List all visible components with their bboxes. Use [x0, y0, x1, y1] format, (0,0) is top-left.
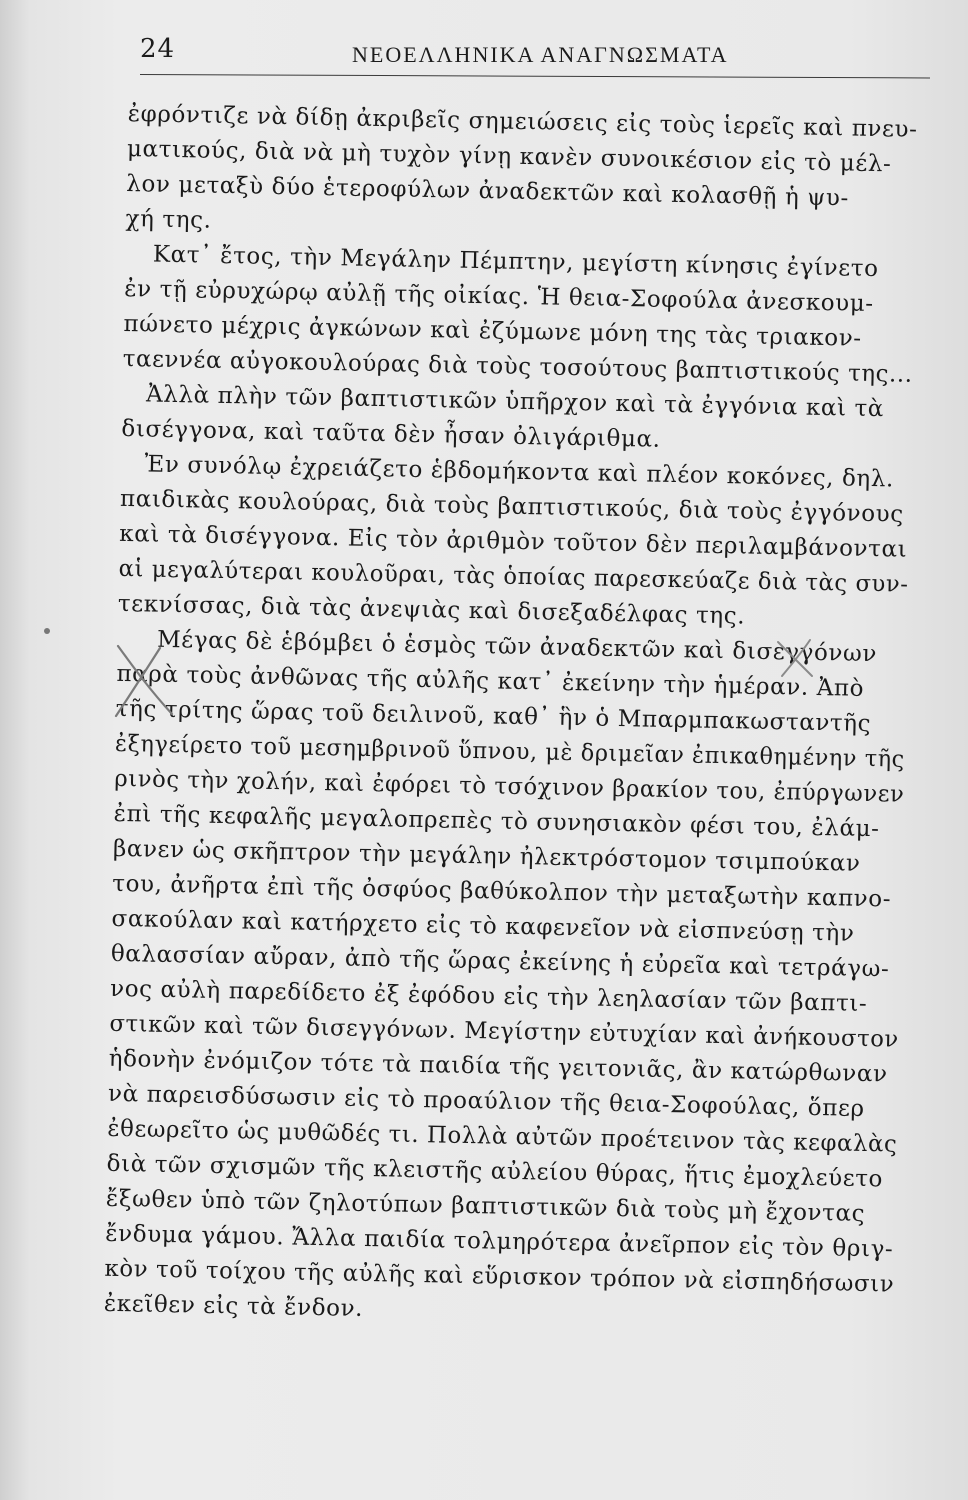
text-line: πώνετο μέχρις ἀγκώνων καὶ ἐζύμωνε μόνη της τὰς τριακον-: [123, 310, 862, 352]
text-line: τεκνίσσας, διὰ τὰς ἀνεψιὰς καὶ δισεξαδέλφας της.: [117, 590, 746, 630]
text-line: σακούλαν καὶ κατήρχετο εἰς τὸ καφενεῖον νὰ εἰσπνεύσῃ τὴν: [111, 905, 855, 947]
text-line: ἔνδυμα γάμου. Ἄλλα παιδία τολμηρότερα ἀνεῖρπον εἰς τὸν θριγ-: [104, 1220, 894, 1263]
text-line: λον μεταξὺ δύο ἑτεροφύλων ἀναδεκτῶν καὶ κολασθῇ ἡ ψυ-: [126, 170, 850, 212]
page-header: [140, 32, 940, 72]
body-text: [103, 100, 948, 1322]
text-line: ἔξωθεν ὑπὸ τῶν ζηλοτύπων βαπτιστικῶν διὰ τοὺς μὴ ἔχοντας: [105, 1185, 866, 1228]
text-line: κὸν τοῦ τοίχου τῆς αὐλῆς καὶ εὕρισκον τρόπον νὰ εἰσπηδήσωσιν: [104, 1255, 895, 1298]
text-line: ἐν τῇ εὐρυχώρῳ αὐλῇ τῆς οἰκίας. Ἡ θεια-Σοφούλα ἀνεσκουμ-: [123, 275, 874, 318]
text-line: ἐκεῖθεν εἰς τὰ ἔνδον.: [103, 1290, 364, 1322]
text-line: ἡδονὴν ἐνόμιζον τότε τὰ παιδία τῆς γειτονιᾶς, ἂν κατώρθωναν: [108, 1045, 888, 1088]
text-line: ἐφρόντιζε νὰ δίδῃ ἀκριβεῖς σημειώσεις εἰς τοὺς ἱερεῖς καὶ πνευ-: [127, 100, 918, 143]
text-line: θαλασσίαν αὔραν, ἀπὸ τῆς ὥρας ἐκείνης ἡ εὐρεῖα καὶ τετράγω-: [110, 940, 890, 983]
pencil-x-mark-icon: [110, 640, 180, 720]
text-line: ματικούς, διὰ νὰ μὴ τυχὸν γίνῃ κανὲν συνοικέσιον εἰς τὸ μέλ-: [126, 135, 892, 178]
text-line: παιδικὰς κουλούρας, διὰ τοὺς βαπτιστικούς, διὰ τοὺς ἐγγόνους: [119, 485, 905, 528]
page-number: 24: [140, 34, 176, 64]
text-line: νὰ παρεισδύσωσιν εἰς τὸ προαύλιον τῆς θεια-Σοφούλας, ὅπερ: [107, 1080, 865, 1122]
text-line: στικῶν καὶ τῶν δισεγγόνων. Μεγίστην εὐτυχίαν καὶ ἀνήκουστον: [109, 1010, 900, 1053]
running-title: ΝΕΟΕΛΛΗΝΙΚΑ ΑΝΑΓΝΩΣΜΑΤΑ: [352, 42, 729, 67]
margin-dot: [44, 628, 50, 634]
text-line: χή της.: [125, 205, 212, 234]
text-line: καὶ τὰ δισέγγονα. Εἰς τὸν ἀριθμὸν τοῦτον δὲν περιλαμβάνονται: [119, 520, 908, 563]
text-line: ἐξηγείρετο τοῦ μεσημβρινοῦ ὕπνου, μὲ δριμεῖαν ἐπικαθημένην τῆς: [114, 730, 906, 773]
text-line: νος αὐλὴ παρεδίδετο ἐξ ἐφόδου εἰς τὴν λεηλασίαν τῶν βαπτι-: [109, 975, 868, 1018]
text-line: ρινὸς τὴν χολήν, καὶ ἐφόρει τὸ τσόχινον βρακίον του, ἐπύργωνεν: [114, 765, 905, 808]
text-line: του, ἀνῆρτα ἐπὶ τῆς ὀσφύος βαθύκολπον τὴν μεταξωτὴν καπνο-: [112, 870, 892, 913]
header-rule: [140, 74, 930, 78]
pencil-x-mark-small-icon: [772, 636, 820, 680]
text-line: τῆς τρίτης ὥρας τοῦ δειλινοῦ, καθ᾽ ἣν ὁ Μπαρμπακωσταντῆς: [115, 695, 872, 738]
text-line: Ἀλλὰ πλὴν τῶν βαπτιστικῶν ὑπῆρχον καὶ τὰ ἐγγόνια καὶ τὰ: [145, 381, 885, 423]
text-line: δισέγγονα, καὶ ταῦτα δὲν ἦσαν ὀλιγάριθμα.: [121, 415, 661, 453]
text-line: διὰ τῶν σχισμῶν τῆς κλειστῆς αὐλείου θύρας, ἥτις ἐμοχλεύετο: [106, 1150, 884, 1193]
text-line: Κατ᾽ ἔτος, τὴν Μεγάλην Πέμπτην, μεγίστη κίνησις ἐγίνετο: [152, 241, 879, 283]
text-line: Ἐν συνόλῳ ἐχρειάζετο ἑβδομήκοντα καὶ πλέον κοκόνες, δηλ.: [144, 451, 895, 493]
text-line: ἐπὶ τῆς κεφαλῆς μεγαλοπρεπὲς τὸ συνησιακὸν φέσι του, ἐλάμ-: [113, 800, 880, 843]
text-line: αἱ μεγαλύτεραι κουλοῦραι, τὰς ὁποίας παρεσκεύαζε διὰ τὰς συν-: [118, 555, 909, 598]
text-line: βανεν ὡς σκῆπτρον τὴν μεγάλην ἠλεκτρόστομον τσιμπούκαν: [112, 835, 861, 877]
text-line: ἐθεωρεῖτο ὡς μυθῶδές τι. Πολλὰ αὐτῶν προέτεινον τὰς κεφαλὰς: [107, 1115, 898, 1158]
text-line: ταεννέα αὐγοκουλούρας διὰ τοὺς τοσούτους βαπτιστικούς της...: [122, 345, 913, 388]
text-line: παρὰ τοὺς ἀνθῶνας τῆς αὐλῆς κατ᾽ ἐκείνην τὴν ἡμέραν. Ἀπὸ: [116, 660, 865, 702]
text-line: Μέγας δὲ ἑβόμβει ὁ ἑσμὸς τῶν ἀναδεκτῶν καὶ δισεγγόνων: [156, 626, 878, 668]
